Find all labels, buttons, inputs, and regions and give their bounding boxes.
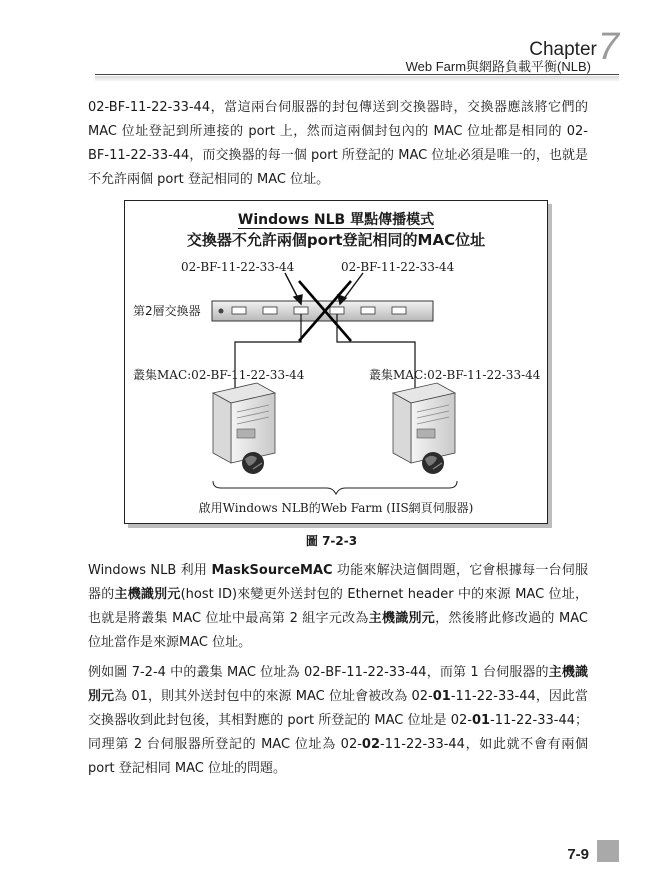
mac-label-port-left: 02-BF-11-22-33-44 [181,260,295,274]
figure-box [124,200,548,524]
page-number: 7-9 [567,846,589,863]
figure-caption: 圖 7-2-3 [305,534,358,548]
p3-host-02: 02 [361,737,381,752]
server-left-icon [213,383,275,474]
paragraph-1: 02-BF-11-22-33-44，當這兩台伺服器的封包傳送到交換器時，交換器應該將它們的 MAC 位址登記到所連接的 port 上，然而這兩個封包內的 MAC 位址都是相同的 02-BF-11-22-33-44，而交換器的每一個 port 所登記的 MAC 位址必須是唯一的，也就是不允許兩個 port 登記相同的 MAC 位址。 [88,100,588,187]
cluster-mac-left: 叢集MAC:02-BF-11-22-33-44 [133,368,305,382]
chapter-subtitle: Web Farm與網路負載平衡(NLB) [405,59,591,74]
figure-title-text: Windows NLB 單點傳播模式 [237,212,435,228]
p3-text-e: -11-22-33-44，因此當交換器收到此封包後，其相對應的 port 所登記的 MAC 位址是 02- [88,689,588,728]
switch-label: 第2層交換器 [133,304,201,318]
p2-text-c: 功能來解決這個問題，它會根據每一台伺服器的 [88,563,588,602]
mac-label-port-right: 02-BF-11-22-33-44 [341,260,455,274]
page-tab-block [597,840,619,862]
cluster-mac-right: 叢集MAC:02-BF-11-22-33-44 [369,368,541,382]
chapter-word: Chapter [529,39,597,60]
p2-text-e: (host ID)來變更外送封包的 Ethernet header 中的來源 MAC 位址，也就是將叢集 MAC 位址中最高第 2 組字元改為 [88,587,588,626]
switch-icon [212,301,433,321]
p2-term-host-id: 主機識別元 [114,587,181,602]
port-arrows [285,273,363,304]
header-shade [95,76,619,82]
p3-text-a: 例如圖 7-2-4 中的叢集 MAC 位址為 02-BF-11-22-33-44，而第 1 台伺服器的 [88,665,549,680]
p2-text-a: Windows NLB 利用 [88,563,212,578]
p3-text-c: 為 01，則其外送封包中的來源 MAC 位址會被改為 02- [114,689,433,704]
server-right-icon [393,383,455,474]
paragraph-2 [88,559,588,655]
header-rule [95,74,619,75]
p3-text-i: -11-22-33-44，如此就不會有兩個 port 登記相同 MAC 位址的問題。 [88,737,589,776]
figure-title-line1 [125,209,547,229]
p2-term-masksourcemac: MaskSourceMAC [211,563,333,578]
farm-brace [213,481,457,494]
figure-title-line2: 交換器不允許兩個port登記相同的MAC位址 [186,231,486,249]
p3-host-01-b: 01 [471,713,491,728]
p3-text-g: -11-22-33-44；同理第 2 台伺服器所登記的 MAC 位址為 02- [88,713,588,752]
p2-term-host-id-2: 主機識別元 [368,611,436,626]
paragraph-3 [88,661,588,781]
p3-term-host-id: 主機識別元 [88,665,588,704]
p3-host-01: 01 [432,689,451,704]
p2-text-g: ，然後將此修改過的 MAC 位址當作是來源MAC 位址。 [88,611,588,650]
web-farm-caption: 啟用Windows NLB的Web Farm (IIS網頁伺服器) [198,501,474,515]
chapter-number: 7 [597,26,619,68]
